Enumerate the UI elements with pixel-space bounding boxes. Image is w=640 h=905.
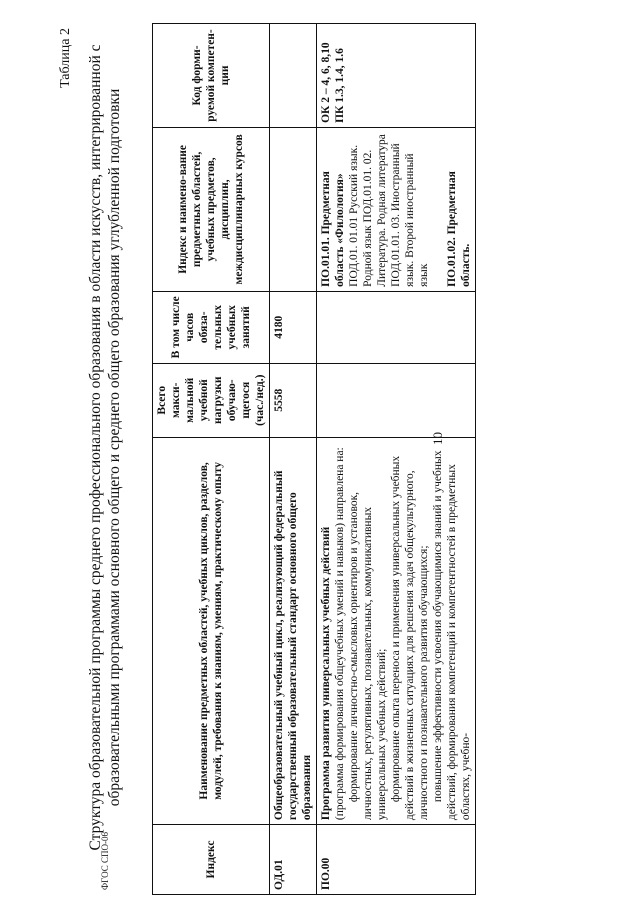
page-number: 10 — [430, 432, 445, 445]
row-total: 5558 — [270, 363, 317, 437]
header-name: Наименование предметных областей, учебных циклов, разделов, модулей, требования к знаниям, умениям, практическому опыту — [153, 437, 270, 824]
header-competence: Код форми-руемой компетен-ции — [153, 24, 270, 128]
program-item: формирование опыта переноса и применения универсальных учебных действий в жизненных ситуациях для решения задач общекультурного, личностного и познавательного развития обучающихся; — [390, 455, 430, 821]
row-competence — [270, 24, 317, 128]
row-competence: ОК 2 – 4, 6, 8,10 ПК 1.3, 1.4, 1.6 — [317, 24, 476, 128]
row-course-index — [270, 127, 317, 291]
row-name — [317, 437, 476, 824]
row-total — [317, 363, 476, 437]
footer-code: ФГОС СПО-06 — [100, 832, 110, 890]
row-mandatory — [317, 291, 476, 363]
table-caption: Структура образовательной программы среднего профессионального образования в области искусств, интегрированной с образовательными программами основного общего и среднего общего образования углубленной подготовки — [87, 44, 123, 851]
course-list: ПОД.01. 01.01 Русский язык. Родной язык ПОД.01.01. 02. Литература. Родная литература ПОД.01.01. 03. Иностранный язык. Второй иностранный язык — [348, 134, 430, 287]
row-mandatory: 4180 — [270, 291, 317, 363]
header-total: Всего макси-мальной учебной нагрузки обучаю-щегося (час./нед.) — [153, 363, 270, 437]
table-label: Таблица 2 — [58, 28, 73, 88]
course-area-title: ПО.01.02. Предметная область. — [446, 171, 472, 287]
row-course-index — [317, 127, 476, 291]
header-course-index: Индекс и наимено-вание предметных областей, учебных предметов, дисциплин, междисциплинарных курсов — [153, 127, 270, 291]
row-index: ПО.00 — [317, 825, 476, 895]
header-index: Индекс — [153, 825, 270, 895]
program-subtitle: (программа формирования общеучебных умений и навыков) направлена на: — [334, 447, 346, 821]
program-item: повышение эффективности усвоения обучающимися знаний и учебных действий, формирования компетенций и компетентностей в предметных областях, учебно- — [432, 450, 472, 821]
table-row — [270, 24, 317, 895]
program-title: Программа развития универсальных учебных действий — [320, 526, 332, 821]
header-mandatory: В том числе часов обяза-тельных учебных занятий — [153, 291, 270, 363]
row-name: Общеобразовательный учебный цикл, реализующий федеральный государственный образовательный стандарт основного общего образования — [270, 437, 317, 824]
program-item: формирование личностно-смысловых ориентиров и установок, личностных, регулятивных, познавательных, коммуникативных универсальных учебных действий; — [348, 491, 388, 821]
row-index: ОД.01 — [270, 825, 317, 895]
table-row — [317, 24, 476, 895]
header-row — [153, 24, 270, 895]
course-area-title: ПО.01.01. Предметная область «Филология» — [320, 171, 346, 287]
structure-table — [152, 23, 476, 895]
